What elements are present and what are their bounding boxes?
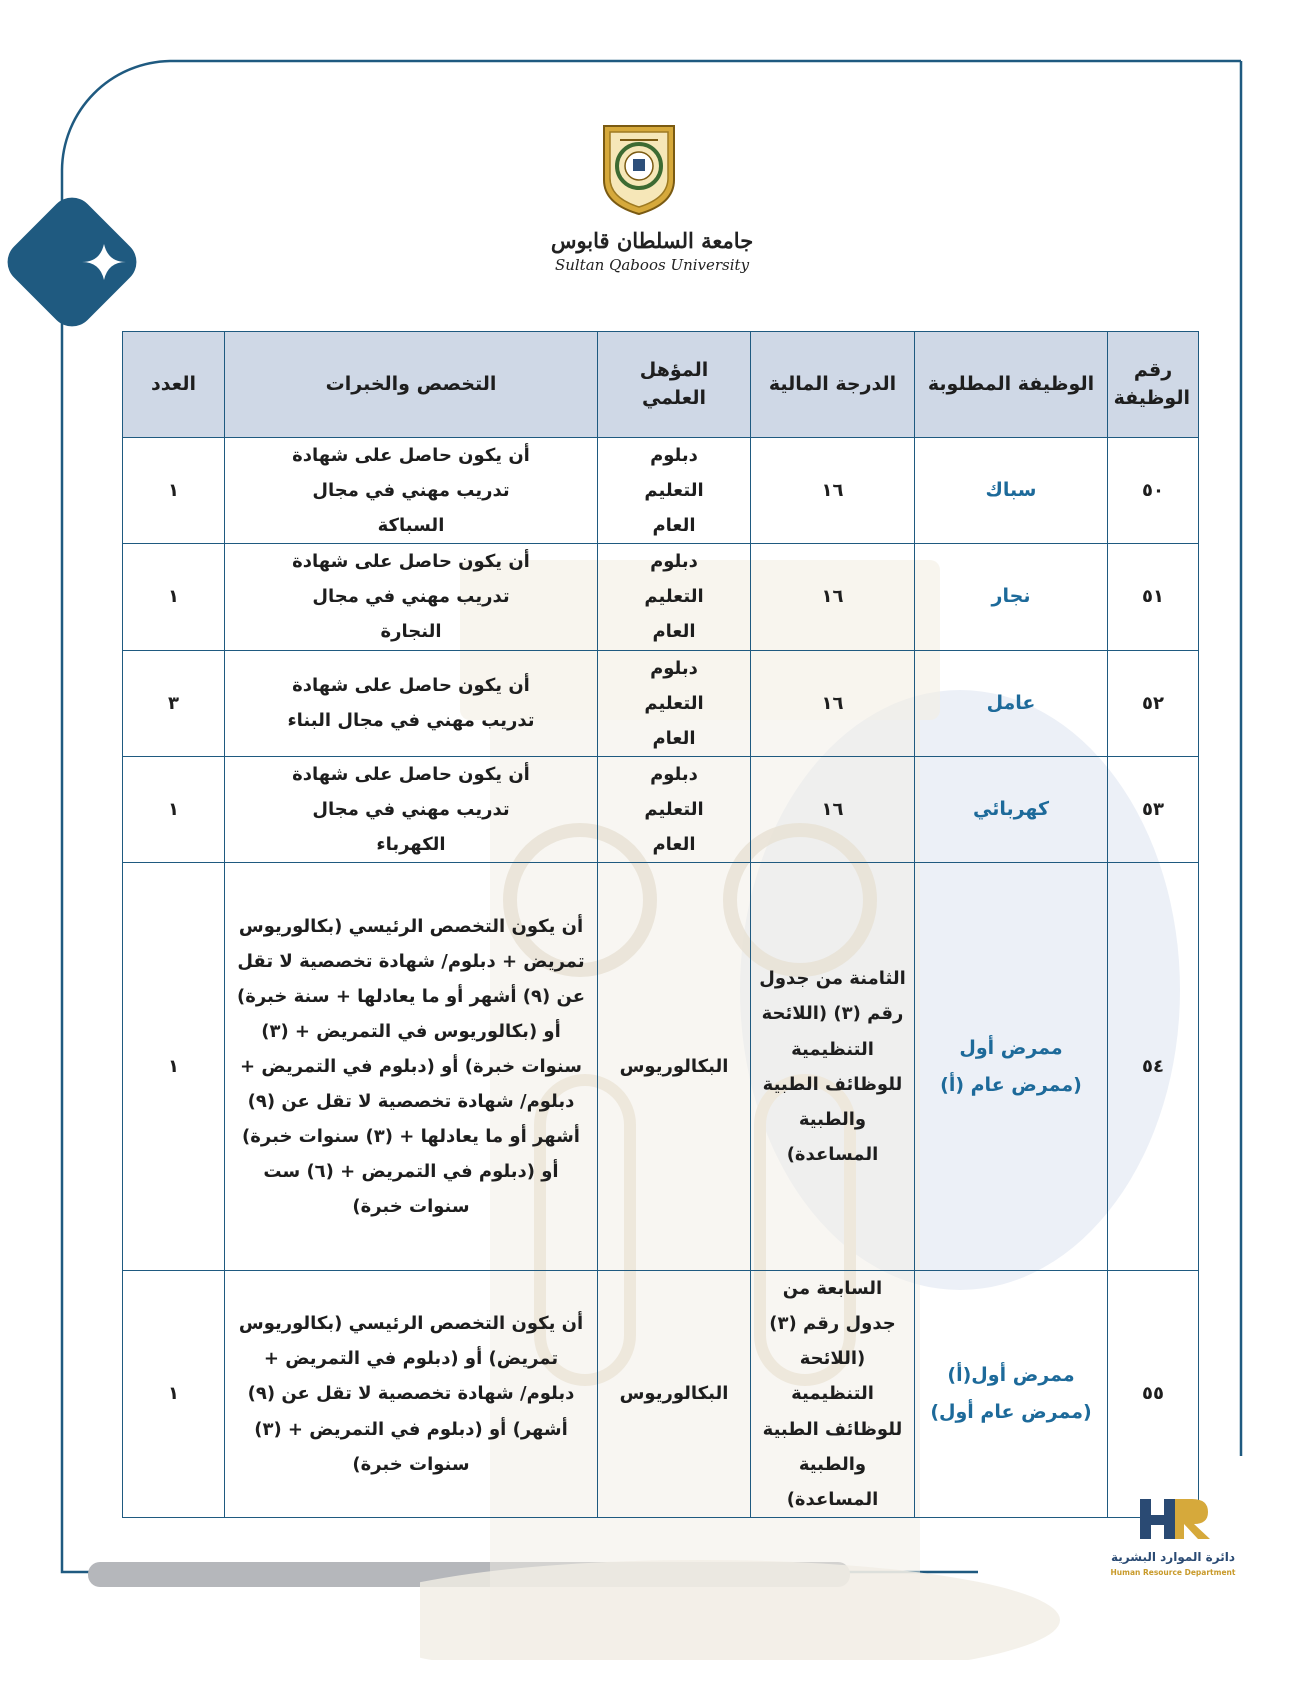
cell-qualification: دبلوم التعليم العام [598, 650, 751, 756]
university-name-english: Sultan Qaboos University [554, 256, 750, 274]
cell-qualification: البكالوريوس [598, 1271, 751, 1518]
cell-job-title: كهربائي [915, 756, 1108, 862]
table-header-row [123, 332, 1199, 438]
cell-grade: ١٦ [751, 650, 915, 756]
header-qualification: المؤهل العلمي [598, 332, 751, 438]
cell-job-number: ٥٢ [1108, 650, 1199, 756]
jobs-table [122, 331, 1199, 1518]
header-specialization: التخصص والخبرات [225, 332, 598, 438]
table-row [123, 863, 1199, 1271]
cell-job-title: ممرض أول(أ) (ممرض عام أول) [915, 1271, 1108, 1518]
cell-specialization: أن يكون التخصص الرئيسي (بكالوريوس تمريض) أو (دبلوم في التمريض + دبلوم/ شهادة تخصصية لا تقل عن (٩) أشهر) أو (دبلوم في التمريض + (٣) سنوات خبرة) [225, 1271, 598, 1518]
cell-count: ١ [123, 1271, 225, 1518]
diamond-decoration [0, 188, 146, 335]
cell-job-title: سباك [915, 438, 1108, 544]
cell-job-number: ٥١ [1108, 544, 1199, 650]
header-count: العدد [123, 332, 225, 438]
cell-qualification: دبلوم التعليم العام [598, 544, 751, 650]
cell-count: ١ [123, 756, 225, 862]
cell-job-number: ٥٥ [1108, 1271, 1199, 1518]
cell-job-title: نجار [915, 544, 1108, 650]
university-name-arabic: جامعة السلطان قابوس [550, 228, 754, 253]
cell-count: ١ [123, 438, 225, 544]
cell-job-number: ٥٠ [1108, 438, 1199, 544]
cell-qualification: البكالوريوس [598, 863, 751, 1271]
cell-grade: السابعة من جدول رقم (٣) (اللائحة التنظيمية للوظائف الطبية والطبية المساعدة) [751, 1271, 915, 1518]
table-row [123, 1271, 1199, 1518]
cell-job-title: عامل [915, 650, 1108, 756]
header-job-title: الوظيفة المطلوبة [915, 332, 1108, 438]
cell-count: ١ [123, 863, 225, 1271]
cell-job-number: ٥٣ [1108, 756, 1199, 862]
cell-qualification: دبلوم التعليم العام [598, 438, 751, 544]
hr-department-arabic: دائرة الموارد البشرية [1110, 1550, 1236, 1564]
table-row [123, 438, 1199, 544]
hr-department-english: Human Resource Department [1110, 1568, 1236, 1577]
cell-grade: ١٦ [751, 544, 915, 650]
cell-grade: ١٦ [751, 438, 915, 544]
table-row [123, 650, 1199, 756]
cell-qualification: دبلوم التعليم العام [598, 756, 751, 862]
table-row [123, 544, 1199, 650]
cell-grade: ١٦ [751, 756, 915, 862]
university-emblem-icon [600, 122, 678, 216]
table-row [123, 756, 1199, 862]
cell-specialization: أن يكون حاصل على شهادة تدريب مهني في مجال النجارة [225, 544, 598, 650]
header-job-number: رقم الوظيفة [1108, 332, 1199, 438]
cell-specialization: أن يكون حاصل على شهادة تدريب مهني في مجال الكهرباء [225, 756, 598, 862]
cell-count: ١ [123, 544, 225, 650]
cell-grade: الثامنة من جدول رقم (٣) (اللائحة التنظيمية للوظائف الطبية والطبية المساعدة) [751, 863, 915, 1271]
cell-specialization: أن يكون حاصل على شهادة تدريب مهني في مجال السباكة [225, 438, 598, 544]
cell-specialization: أن يكون التخصص الرئيسي (بكالوريوس تمريض + دبلوم/ شهادة تخصصية لا تقل عن (٩) أشهر أو ما يعادلها + سنة خبرة) أو (بكالوريوس في التمريض + (٣) سنوات خبرة) أو (دبلوم في التمريض + دبلوم/ شهادة تخصصية لا تقل عن (٩) أشهر أو ما يعادلها + (٣) سنوات خبرة) أو (دبلوم في التمريض + (٦) ست سنوات خبرة) [225, 863, 598, 1271]
cell-job-number: ٥٤ [1108, 863, 1199, 1271]
cell-specialization: أن يكون حاصل على شهادة تدريب مهني في مجال البناء [225, 650, 598, 756]
cell-count: ٣ [123, 650, 225, 756]
header-grade: الدرجة المالية [751, 332, 915, 438]
cell-job-title: ممرض أول (ممرض عام (أ) [915, 863, 1108, 1271]
